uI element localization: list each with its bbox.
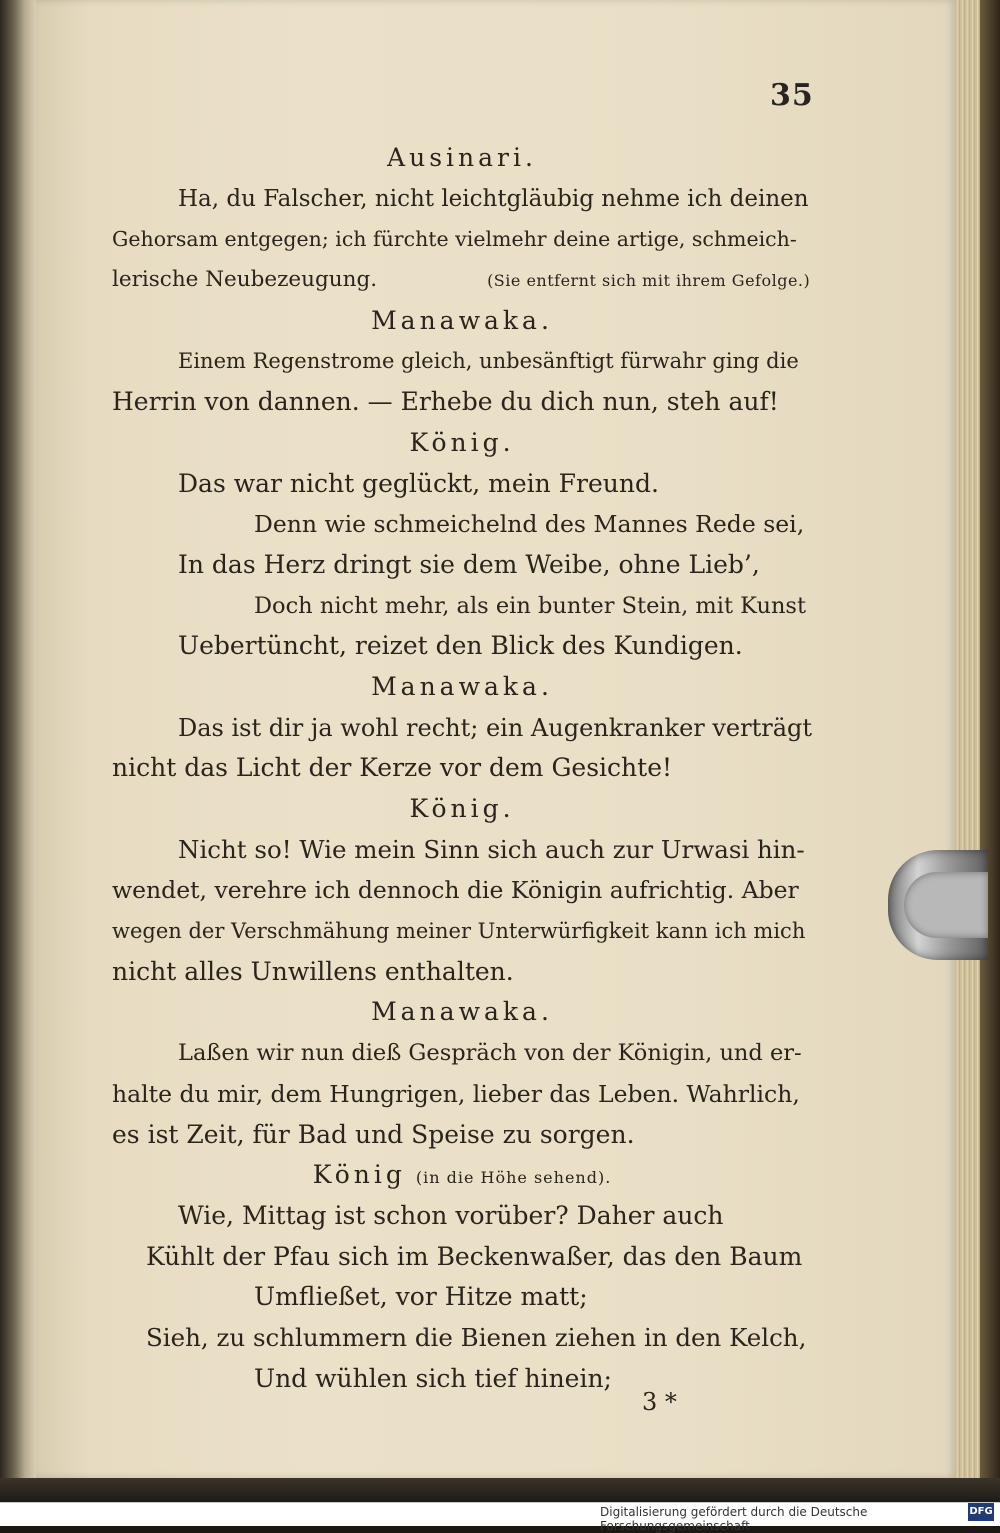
prose-line <box>112 260 812 301</box>
speaker-name: König. <box>409 794 515 823</box>
prose-line: es ist Zeit, für Bad und Speise zu sorgen. <box>112 1119 635 1149</box>
speaker-name: Manawaka. <box>371 305 553 335</box>
prose-line: Herrin von dannen. — Erhebe du dich nun, steh auf! <box>112 387 779 417</box>
prose-line: wegen der Verschmähung meiner Unterwürfigkeit kann ich mich <box>112 919 806 944</box>
footer-credit: Digitalisierung gefördert durch die Deutsche Forschungsgemeinschaft <box>600 1505 868 1533</box>
page-stack-edge <box>956 0 980 1478</box>
prose-line: nicht das Licht der Kerze vor dem Gesichte! <box>112 753 673 783</box>
prose-line: Einem Regenstrome gleich, unbesänftigt fürwahr ging die <box>178 349 799 374</box>
stage-direction: (in die Höhe sehend). <box>415 1168 612 1188</box>
speaker-name: Ausinari. <box>387 143 537 172</box>
speaker-name <box>112 1155 812 1196</box>
page-clip-icon <box>888 850 988 960</box>
dfg-logo: DFG <box>968 1503 994 1521</box>
speaker-name-text: König <box>312 1160 406 1190</box>
prose-line: Das ist dir ja wohl recht; ein Augenkranker verträgt <box>178 713 813 742</box>
verse-line: Kühlt der Pfau sich im Beckenwaßer, das den Baum <box>146 1241 803 1271</box>
verse-line: Denn wie schmeichelnd des Mannes Rede sei, <box>254 510 805 539</box>
page-number: 35 <box>770 78 814 113</box>
verse-line: Sieh, zu schlummern die Bienen ziehen in den Kelch, <box>146 1322 807 1352</box>
verse-line: Umfließet, vor Hitze matt; <box>254 1282 588 1312</box>
prose-line: nicht alles Unwillens enthalten. <box>112 956 514 986</box>
stage-direction: (Sie entfernt sich mit ihrem Gefolge.) <box>487 271 811 291</box>
verse-line: Und wühlen sich tief hinein; <box>254 1363 612 1393</box>
prose-line: Laßen wir nun dieß Gespräch von der Königin, und er- <box>178 1040 802 1067</box>
page-text <box>112 138 812 1399</box>
speaker-name: Manawaka. <box>371 997 553 1027</box>
verse-line: Doch nicht mehr, als ein bunter Stein, mit Kunst <box>254 592 807 619</box>
signature-mark: 3 * <box>642 1388 677 1416</box>
verse-line: Das war nicht geglückt, mein Freund. <box>178 468 659 498</box>
book-left-edge <box>0 0 36 1490</box>
prose-line: halte du mir, dem Hungrigen, lieber das Leben. Wahrlich, <box>112 1079 800 1108</box>
verse-line: In das Herz dringt sie dem Weibe, ohne Lieb’, <box>178 549 760 579</box>
prose-line: wendet, verehre ich dennoch die Königin aufrichtig. Aber <box>112 876 799 905</box>
prose-line: Gehorsam entgegen; ich fürchte vielmehr deine artige, schmeich- <box>112 227 797 252</box>
speaker-name: Manawaka. <box>371 671 553 701</box>
prose-line: Ha, du Falscher, nicht leichtgläubig nehme ich deinen <box>178 185 809 212</box>
book-cover-edge <box>980 0 1000 1490</box>
prose-text: lerische Neubezeugung. <box>112 267 378 293</box>
prose-line: Nicht so! Wie mein Sinn sich auch zur Urwasi hin- <box>178 834 805 864</box>
verse-line: Uebertüncht, reizet den Blick des Kundigen. <box>178 631 743 661</box>
speaker-name: König. <box>409 427 515 457</box>
verse-line: Wie, Mittag ist schon vorüber? Daher auch <box>178 1200 724 1230</box>
